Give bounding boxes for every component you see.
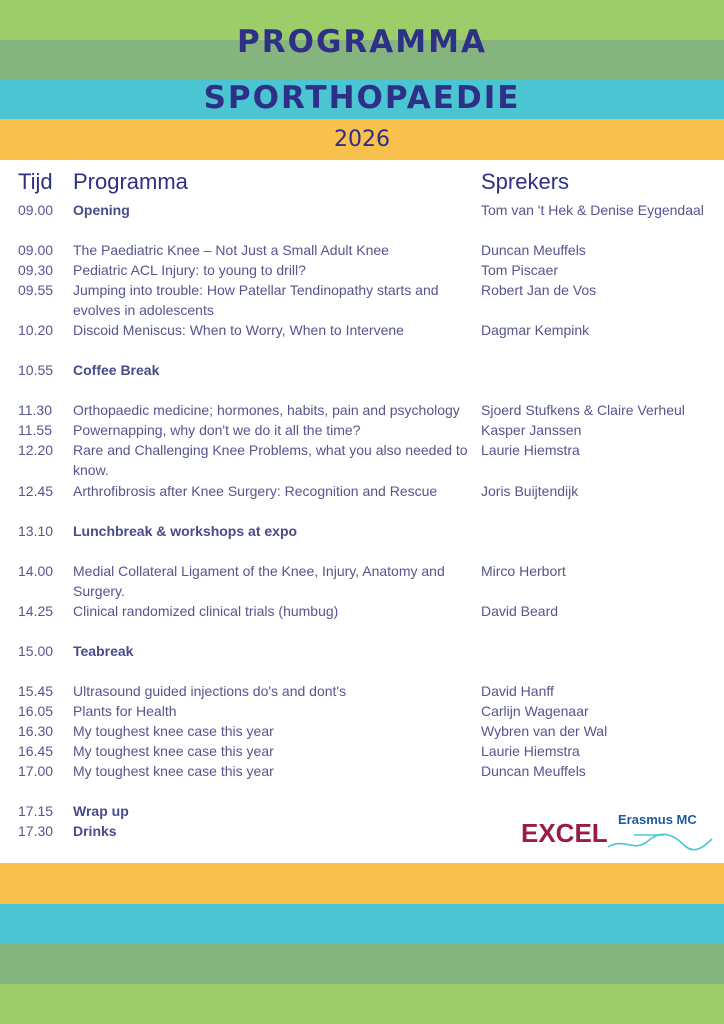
row-talk: Arthrofibrosis after Knee Surgery: Recognition and Rescue bbox=[73, 483, 438, 499]
row-time: 12.20 bbox=[18, 442, 54, 458]
row-time: 11.55 bbox=[18, 422, 52, 438]
bottom-band-green-dark bbox=[0, 944, 724, 984]
title-line-1: PROGRAMMA bbox=[237, 24, 487, 60]
erasmus-mc-logo-text: Erasmus MC bbox=[618, 812, 697, 827]
title-line-2: SPORTHOPAEDIE bbox=[203, 80, 521, 116]
row-speaker: Tom van 't Hek & Denise Eygendaal bbox=[481, 202, 704, 218]
row-speaker: David Beard bbox=[481, 603, 559, 619]
row-talk: Coffee Break bbox=[73, 362, 160, 378]
row-speaker: Duncan Meuffels bbox=[481, 242, 586, 258]
row-time: 09.55 bbox=[18, 282, 54, 298]
excel-logo bbox=[521, 818, 608, 849]
row-speaker: Robert Jan de Vos bbox=[481, 282, 597, 298]
row-talk: Orthopaedic medicine; hormones, habits, pain and psychology bbox=[73, 402, 460, 418]
year-label: 2026 bbox=[334, 127, 390, 152]
row-talk: Ultrasound guided injections do's and dont's bbox=[73, 683, 347, 699]
row-time: 16.30 bbox=[18, 723, 54, 739]
row-time: 15.45 bbox=[18, 683, 54, 699]
row-time: 16.05 bbox=[18, 703, 54, 719]
row-speaker: Laurie Hiemstra bbox=[481, 442, 580, 458]
row-time: 10.20 bbox=[18, 322, 54, 338]
row-speaker: Duncan Meuffels bbox=[481, 763, 586, 779]
row-talk: Opening bbox=[73, 202, 130, 218]
row-talk: Pediatric ACL Injury: to young to drill? bbox=[73, 262, 306, 278]
row-speaker: Tom Piscaer bbox=[481, 262, 559, 278]
row-speaker: Sjoerd Stufkens & Claire Verheul bbox=[481, 402, 685, 418]
row-talk: Lunchbreak & workshops at expo bbox=[73, 523, 298, 539]
row-talk: The Paediatric Knee – Not Just a Small Adult Knee bbox=[73, 242, 389, 258]
row-talk: My toughest knee case this year bbox=[73, 723, 274, 739]
row-talk: Clinical randomized clinical trials (humbug) bbox=[73, 603, 339, 619]
erasmus-mc-logo bbox=[604, 812, 716, 858]
row-time: 13.10 bbox=[18, 523, 54, 539]
row-talk: Rare and Challenging Knee Problems, what you also needed to know. bbox=[73, 442, 468, 478]
row-time: 16.45 bbox=[18, 743, 54, 759]
bottom-band-yellow bbox=[0, 863, 724, 904]
bottom-band-green-light bbox=[0, 984, 724, 1024]
row-time: 14.00 bbox=[18, 563, 54, 579]
row-talk: Medial Collateral Ligament of the Knee, Injury, Anatomy and Surgery. bbox=[73, 563, 445, 599]
row-talk: My toughest knee case this year bbox=[73, 763, 274, 779]
erasmus-signature-icon bbox=[604, 827, 716, 855]
column-header-program: Programma bbox=[73, 169, 188, 194]
row-speaker: Kasper Janssen bbox=[481, 422, 582, 438]
column-header-speakers: Sprekers bbox=[481, 169, 570, 194]
row-time: 09.00 bbox=[18, 242, 54, 258]
row-talk: Wrap up bbox=[73, 803, 129, 819]
row-speaker: David Hanff bbox=[481, 683, 554, 699]
row-time: 17.30 bbox=[18, 823, 54, 839]
row-speaker: Carlijn Wagenaar bbox=[481, 703, 589, 719]
row-talk: Discoid Meniscus: When to Worry, When to Intervene bbox=[73, 322, 404, 338]
row-talk: My toughest knee case this year bbox=[73, 743, 274, 759]
row-time: 17.15 bbox=[18, 803, 54, 819]
bottom-band-cyan bbox=[0, 904, 724, 944]
row-time: 14.25 bbox=[18, 603, 54, 619]
row-speaker: Wybren van der Wal bbox=[481, 723, 608, 739]
row-time: 09.00 bbox=[18, 202, 54, 218]
row-speaker: Dagmar Kempink bbox=[481, 322, 590, 338]
row-talk: Teabreak bbox=[73, 643, 134, 659]
row-talk: Jumping into trouble: How Patellar Tendinopathy starts and evolves in adolescents bbox=[73, 282, 439, 318]
row-time: 10.55 bbox=[18, 362, 54, 378]
row-speaker: Laurie Hiemstra bbox=[481, 743, 580, 759]
row-time: 15.00 bbox=[18, 643, 54, 659]
row-talk: Drinks bbox=[73, 823, 117, 839]
row-time: 17.00 bbox=[18, 763, 54, 779]
excel-logo-text: EXCEL bbox=[521, 818, 608, 848]
row-time: 09.30 bbox=[18, 262, 54, 278]
column-header-time: Tijd bbox=[18, 169, 53, 194]
row-talk: Powernapping, why don't we do it all the time? bbox=[73, 422, 361, 438]
row-time: 11.30 bbox=[18, 402, 52, 418]
row-speaker: Joris Buijtendijk bbox=[481, 483, 579, 499]
row-talk: Plants for Health bbox=[73, 703, 177, 719]
row-speaker: Mirco Herbort bbox=[481, 563, 566, 579]
row-time: 12.45 bbox=[18, 483, 54, 499]
